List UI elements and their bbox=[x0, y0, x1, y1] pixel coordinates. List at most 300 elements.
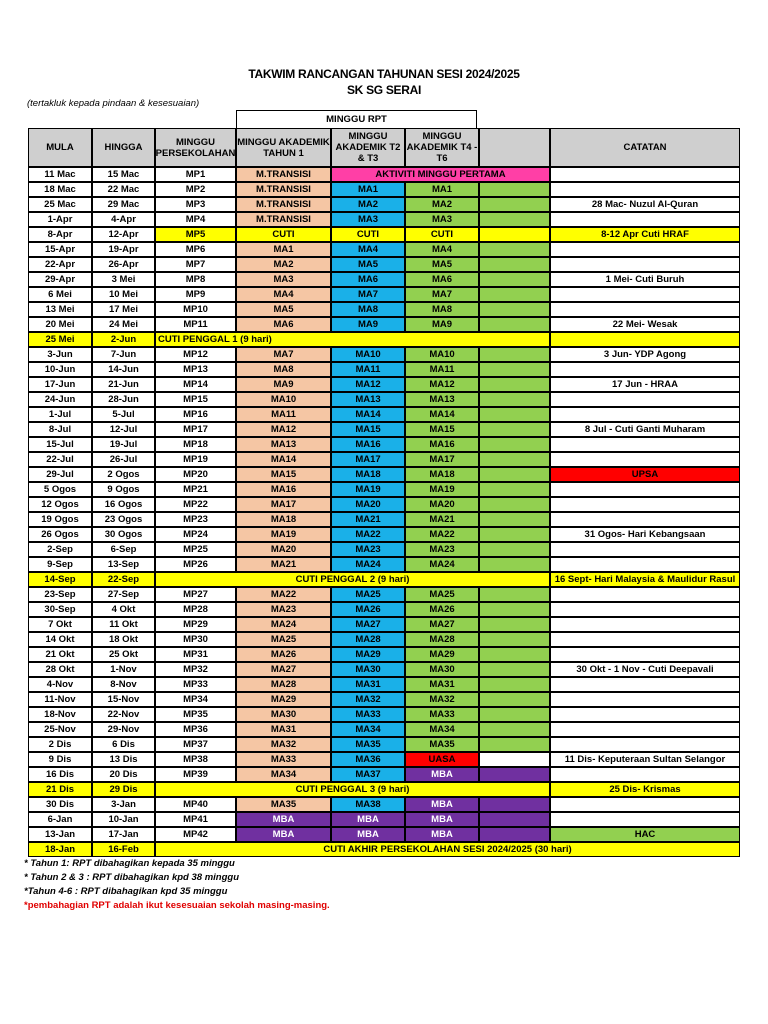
cell-hingga: 26-Jul bbox=[92, 452, 155, 467]
cell-blank bbox=[479, 302, 550, 317]
cell-hingga: 28-Jun bbox=[92, 392, 155, 407]
cell-t4-t6: MBA bbox=[405, 812, 479, 827]
cell-blank bbox=[479, 677, 550, 692]
cell-blank bbox=[479, 362, 550, 377]
cell-tahun-1: MA7 bbox=[236, 347, 331, 362]
cell-mula: 2-Sep bbox=[28, 542, 92, 557]
cell-t2-t3: MA25 bbox=[331, 587, 405, 602]
cell-catatan: 22 Mei- Wesak bbox=[550, 317, 740, 332]
cell-minggu: MP33 bbox=[155, 677, 236, 692]
cell-hingga: 25 Okt bbox=[92, 647, 155, 662]
cell-t2-t3: MA6 bbox=[331, 272, 405, 287]
cell-catatan bbox=[550, 287, 740, 302]
cell-hingga: 5-Jul bbox=[92, 407, 155, 422]
cell-t4-t6: MA20 bbox=[405, 497, 479, 512]
cell-hingga: 16-Feb bbox=[92, 842, 155, 857]
cell-mula: 18-Nov bbox=[28, 707, 92, 722]
cell-hingga: 1-Nov bbox=[92, 662, 155, 677]
cell-blank bbox=[479, 527, 550, 542]
cell-minggu: MP38 bbox=[155, 752, 236, 767]
cell-catatan bbox=[550, 512, 740, 527]
header-hingga: HINGGA bbox=[92, 128, 155, 167]
cell-t2-t3: MA30 bbox=[331, 662, 405, 677]
cell-t2-t3: MA13 bbox=[331, 392, 405, 407]
cell-catatan bbox=[550, 182, 740, 197]
cell-cuti-penggal: CUTI PENGGAL 1 (9 hari) bbox=[155, 332, 550, 347]
cell-tahun-1: MA28 bbox=[236, 677, 331, 692]
cell-mula: 10-Jun bbox=[28, 362, 92, 377]
cell-blank bbox=[479, 212, 550, 227]
cell-hingga: 19-Jul bbox=[92, 437, 155, 452]
cell-tahun-1: M.TRANSISI bbox=[236, 197, 331, 212]
cell-blank bbox=[479, 392, 550, 407]
cell-mula: 7 Okt bbox=[28, 617, 92, 632]
cell-mula: 18 Mac bbox=[28, 182, 92, 197]
cell-mula: 26 Ogos bbox=[28, 527, 92, 542]
cell-blank bbox=[479, 542, 550, 557]
cell-t2-t3: MBA bbox=[331, 812, 405, 827]
cell-mula: 17-Jun bbox=[28, 377, 92, 392]
cell-tahun-1: MA1 bbox=[236, 242, 331, 257]
cell-catatan: 8 Jul - Cuti Ganti Muharam bbox=[550, 422, 740, 437]
cell-hingga: 20 Dis bbox=[92, 767, 155, 782]
cell-t4-t6: MA6 bbox=[405, 272, 479, 287]
cell-blank bbox=[479, 827, 550, 842]
cell-blank bbox=[479, 617, 550, 632]
cell-minggu: MP37 bbox=[155, 737, 236, 752]
cell-catatan: 17 Jun - HRAA bbox=[550, 377, 740, 392]
cell-t4-t6: MA28 bbox=[405, 632, 479, 647]
subtitle: (tertakluk kepada pindaan & kesesuaian) bbox=[27, 98, 200, 109]
cell-tahun-1: MA10 bbox=[236, 392, 331, 407]
cell-tahun-1: MA34 bbox=[236, 767, 331, 782]
cell-minggu: MP2 bbox=[155, 182, 236, 197]
cell-catatan bbox=[550, 167, 740, 182]
cell-catatan bbox=[550, 482, 740, 497]
cell-catatan bbox=[550, 302, 740, 317]
cell-tahun-1: CUTI bbox=[236, 227, 331, 242]
cell-tahun-1: MA6 bbox=[236, 317, 331, 332]
cell-blank bbox=[479, 797, 550, 812]
cell-hingga: 13 Dis bbox=[92, 752, 155, 767]
cell-mula: 29-Jul bbox=[28, 467, 92, 482]
cell-tahun-1: MA30 bbox=[236, 707, 331, 722]
cell-mula: 11 Mac bbox=[28, 167, 92, 182]
cell-t4-t6: MA27 bbox=[405, 617, 479, 632]
cell-tahun-1: MA26 bbox=[236, 647, 331, 662]
cell-catatan: UPSA bbox=[550, 467, 740, 482]
cell-catatan: 8-12 Apr Cuti HRAF bbox=[550, 227, 740, 242]
cell-mula: 1-Apr bbox=[28, 212, 92, 227]
cell-hingga: 24 Mei bbox=[92, 317, 155, 332]
cell-mula: 30-Sep bbox=[28, 602, 92, 617]
cell-mula: 24-Jun bbox=[28, 392, 92, 407]
cell-tahun-1: MA3 bbox=[236, 272, 331, 287]
cell-tahun-1: MA32 bbox=[236, 737, 331, 752]
cell-minggu: MP30 bbox=[155, 632, 236, 647]
cell-hingga: 4 Okt bbox=[92, 602, 155, 617]
cell-mula: 8-Jul bbox=[28, 422, 92, 437]
cell-tahun-1: MA11 bbox=[236, 407, 331, 422]
cell-t2-t3: MA31 bbox=[331, 677, 405, 692]
cell-t2-t3: MA22 bbox=[331, 527, 405, 542]
cell-minggu: MP29 bbox=[155, 617, 236, 632]
cell-t4-t6: MA7 bbox=[405, 287, 479, 302]
cell-tahun-1: M.TRANSISI bbox=[236, 212, 331, 227]
cell-t4-t6: MBA bbox=[405, 827, 479, 842]
cell-mula: 14-Sep bbox=[28, 572, 92, 587]
cell-t4-t6: MA11 bbox=[405, 362, 479, 377]
cell-catatan: 30 Okt - 1 Nov - Cuti Deepavali bbox=[550, 662, 740, 677]
cell-mula: 21 Okt bbox=[28, 647, 92, 662]
cell-t4-t6: MA22 bbox=[405, 527, 479, 542]
cell-mula: 29-Apr bbox=[28, 272, 92, 287]
cell-catatan bbox=[550, 242, 740, 257]
cell-minggu: MP9 bbox=[155, 287, 236, 302]
cell-catatan: 3 Jun- YDP Agong bbox=[550, 347, 740, 362]
cell-t4-t6: MA32 bbox=[405, 692, 479, 707]
cell-hingga: 4-Apr bbox=[92, 212, 155, 227]
cell-minggu: MP18 bbox=[155, 437, 236, 452]
note-3: *Tahun 4-6 : RPT dibahagikan kpd 35 minggu bbox=[24, 886, 228, 897]
cell-hingga: 3-Jan bbox=[92, 797, 155, 812]
cell-catatan bbox=[550, 437, 740, 452]
cell-t2-t3: MA15 bbox=[331, 422, 405, 437]
note-2: * Tahun 2 & 3 : RPT dibahagikan kpd 38 minggu bbox=[24, 872, 240, 883]
cell-minggu: MP41 bbox=[155, 812, 236, 827]
cell-mula: 21 Dis bbox=[28, 782, 92, 797]
cell-hingga: 26-Apr bbox=[92, 257, 155, 272]
cell-hingga: 10-Jan bbox=[92, 812, 155, 827]
cell-hingga: 8-Nov bbox=[92, 677, 155, 692]
cell-hingga: 23 Ogos bbox=[92, 512, 155, 527]
cell-t4-t6: MA24 bbox=[405, 557, 479, 572]
cell-catatan: 28 Mac- Nuzul Al-Quran bbox=[550, 197, 740, 212]
cell-tahun-1: MBA bbox=[236, 812, 331, 827]
cell-tahun-1: MA31 bbox=[236, 722, 331, 737]
cell-minggu: MP6 bbox=[155, 242, 236, 257]
cell-t2-t3: MA11 bbox=[331, 362, 405, 377]
cell-hingga: 3 Mei bbox=[92, 272, 155, 287]
cell-catatan bbox=[550, 707, 740, 722]
cell-blank bbox=[479, 377, 550, 392]
cell-t2-t3: MA3 bbox=[331, 212, 405, 227]
cell-t2-t3: MA34 bbox=[331, 722, 405, 737]
cell-t4-t6: MA12 bbox=[405, 377, 479, 392]
cell-tahun-1: MA9 bbox=[236, 377, 331, 392]
cell-mula: 6 Mei bbox=[28, 287, 92, 302]
cell-t2-t3: MA9 bbox=[331, 317, 405, 332]
cell-t4-t6: UASA bbox=[405, 752, 479, 767]
cell-hingga: 10 Mei bbox=[92, 287, 155, 302]
cell-aktiviti: AKTIVITI MINGGU PERTAMA bbox=[331, 167, 550, 182]
cell-t2-t3: MA29 bbox=[331, 647, 405, 662]
cell-tahun-1: MA13 bbox=[236, 437, 331, 452]
cell-blank bbox=[479, 602, 550, 617]
cell-mula: 1-Jul bbox=[28, 407, 92, 422]
cell-hingga: 13-Sep bbox=[92, 557, 155, 572]
cell-hingga: 29-Nov bbox=[92, 722, 155, 737]
cell-t2-t3: MA26 bbox=[331, 602, 405, 617]
cell-minggu: MP42 bbox=[155, 827, 236, 842]
cell-mula: 20 Mei bbox=[28, 317, 92, 332]
cell-minggu: MP34 bbox=[155, 692, 236, 707]
cell-minggu: MP32 bbox=[155, 662, 236, 677]
cell-tahun-1: MA12 bbox=[236, 422, 331, 437]
cell-tahun-1: MA18 bbox=[236, 512, 331, 527]
cell-t2-t3: MA17 bbox=[331, 452, 405, 467]
cell-blank bbox=[479, 257, 550, 272]
cell-blank bbox=[479, 662, 550, 677]
cell-t2-t3: MA10 bbox=[331, 347, 405, 362]
header-mula: MULA bbox=[28, 128, 92, 167]
cell-mula: 23-Sep bbox=[28, 587, 92, 602]
cell-minggu: MP3 bbox=[155, 197, 236, 212]
cell-catatan bbox=[550, 257, 740, 272]
cell-tahun-1: MA23 bbox=[236, 602, 331, 617]
cell-blank bbox=[479, 737, 550, 752]
cell-blank bbox=[479, 767, 550, 782]
cell-t2-t3: MA2 bbox=[331, 197, 405, 212]
cell-t2-t3: MA12 bbox=[331, 377, 405, 392]
cell-catatan bbox=[550, 797, 740, 812]
cell-catatan: 31 Ogos- Hari Kebangsaan bbox=[550, 527, 740, 542]
cell-minggu: MP23 bbox=[155, 512, 236, 527]
cell-blank bbox=[479, 482, 550, 497]
cell-t4-t6: MBA bbox=[405, 767, 479, 782]
cell-catatan bbox=[550, 542, 740, 557]
cell-tahun-1: MA2 bbox=[236, 257, 331, 272]
cell-hingga: 7-Jun bbox=[92, 347, 155, 362]
rpt-group-header: MINGGU RPT bbox=[236, 110, 477, 128]
note-red: *pembahagian RPT adalah ikut kesesuaian sekolah masing-masing. bbox=[24, 900, 330, 911]
cell-blank bbox=[479, 512, 550, 527]
cell-mula: 8-Apr bbox=[28, 227, 92, 242]
cell-tahun-1: MA22 bbox=[236, 587, 331, 602]
cell-mula: 25 Mac bbox=[28, 197, 92, 212]
cell-blank bbox=[479, 467, 550, 482]
cell-tahun-1: MA19 bbox=[236, 527, 331, 542]
header-t2-t3: MINGGU AKADEMIK T2 & T3 bbox=[331, 128, 405, 167]
cell-blank bbox=[479, 272, 550, 287]
cell-t2-t3: CUTI bbox=[331, 227, 405, 242]
cell-hingga: 15-Nov bbox=[92, 692, 155, 707]
cell-minggu: MP7 bbox=[155, 257, 236, 272]
cell-t4-t6: MBA bbox=[405, 797, 479, 812]
cell-catatan bbox=[550, 332, 740, 347]
header-blank bbox=[479, 128, 550, 167]
header-t4-t6: MINGGU AKADEMIK T4 - T6 bbox=[405, 128, 479, 167]
cell-t4-t6: MA17 bbox=[405, 452, 479, 467]
cell-catatan bbox=[550, 497, 740, 512]
cell-t4-t6: MA16 bbox=[405, 437, 479, 452]
cell-hingga: 15 Mac bbox=[92, 167, 155, 182]
cell-catatan bbox=[550, 602, 740, 617]
cell-blank bbox=[479, 197, 550, 212]
cell-minggu: MP31 bbox=[155, 647, 236, 662]
cell-t2-t3: MA16 bbox=[331, 437, 405, 452]
cell-hingga: 9 Ogos bbox=[92, 482, 155, 497]
cell-minggu: MP8 bbox=[155, 272, 236, 287]
cell-t2-t3: MA33 bbox=[331, 707, 405, 722]
cell-mula: 30 Dis bbox=[28, 797, 92, 812]
cell-mula: 14 Okt bbox=[28, 632, 92, 647]
cell-mula: 15-Jul bbox=[28, 437, 92, 452]
cell-minggu: MP26 bbox=[155, 557, 236, 572]
header-tahun-1: MINGGU AKADEMIK TAHUN 1 bbox=[236, 128, 331, 167]
cell-catatan bbox=[550, 557, 740, 572]
cell-minggu: MP25 bbox=[155, 542, 236, 557]
cell-mula: 9 Dis bbox=[28, 752, 92, 767]
cell-mula: 6-Jan bbox=[28, 812, 92, 827]
cell-t2-t3: MA21 bbox=[331, 512, 405, 527]
cell-tahun-1: MA20 bbox=[236, 542, 331, 557]
cell-minggu: MP16 bbox=[155, 407, 236, 422]
cell-catatan bbox=[550, 812, 740, 827]
cell-hingga: 22-Sep bbox=[92, 572, 155, 587]
cell-minggu: MP36 bbox=[155, 722, 236, 737]
cell-t2-t3: MA28 bbox=[331, 632, 405, 647]
cell-mula: 3-Jun bbox=[28, 347, 92, 362]
cell-t4-t6: MA18 bbox=[405, 467, 479, 482]
cell-catatan bbox=[550, 737, 740, 752]
cell-cuti-penggal: CUTI PENGGAL 3 (9 hari) bbox=[155, 782, 550, 797]
cell-hingga: 30 Ogos bbox=[92, 527, 155, 542]
cell-catatan bbox=[550, 452, 740, 467]
cell-tahun-1: MA15 bbox=[236, 467, 331, 482]
cell-minggu: MP13 bbox=[155, 362, 236, 377]
cell-mula: 22-Apr bbox=[28, 257, 92, 272]
cell-catatan bbox=[550, 407, 740, 422]
cell-tahun-1: M.TRANSISI bbox=[236, 182, 331, 197]
cell-hingga: 6 Dis bbox=[92, 737, 155, 752]
cell-minggu: MP17 bbox=[155, 422, 236, 437]
cell-hingga: 12-Apr bbox=[92, 227, 155, 242]
cell-blank bbox=[479, 587, 550, 602]
cell-t4-t6: MA26 bbox=[405, 602, 479, 617]
cell-hingga: 22 Mac bbox=[92, 182, 155, 197]
cell-tahun-1: MA8 bbox=[236, 362, 331, 377]
cell-mula: 2 Dis bbox=[28, 737, 92, 752]
cell-cuti-penggal: CUTI PENGGAL 2 (9 hari) bbox=[155, 572, 550, 587]
cell-minggu: MP28 bbox=[155, 602, 236, 617]
cell-tahun-1: MA14 bbox=[236, 452, 331, 467]
cell-catatan bbox=[550, 722, 740, 737]
cell-hingga: 12-Jul bbox=[92, 422, 155, 437]
cell-tahun-1: MA17 bbox=[236, 497, 331, 512]
cell-catatan bbox=[550, 212, 740, 227]
cell-tahun-1: MA16 bbox=[236, 482, 331, 497]
cell-t2-t3: MA14 bbox=[331, 407, 405, 422]
cell-tahun-1: MA4 bbox=[236, 287, 331, 302]
cell-hingga: 16 Ogos bbox=[92, 497, 155, 512]
cell-minggu: MP19 bbox=[155, 452, 236, 467]
cell-hingga: 2 Ogos bbox=[92, 467, 155, 482]
cell-cuti-akhir: CUTI AKHIR PERSEKOLAHAN SESI 2024/2025 (30 hari) bbox=[155, 842, 740, 857]
cell-minggu: MP40 bbox=[155, 797, 236, 812]
cell-t2-t3: MBA bbox=[331, 827, 405, 842]
cell-hingga: 19-Apr bbox=[92, 242, 155, 257]
cell-tahun-1: MA25 bbox=[236, 632, 331, 647]
cell-minggu: MP27 bbox=[155, 587, 236, 602]
cell-hingga: 18 Okt bbox=[92, 632, 155, 647]
cell-mula: 19 Ogos bbox=[28, 512, 92, 527]
cell-blank bbox=[479, 347, 550, 362]
cell-t2-t3: MA19 bbox=[331, 482, 405, 497]
cell-t2-t3: MA36 bbox=[331, 752, 405, 767]
cell-blank bbox=[479, 722, 550, 737]
cell-mula: 4-Nov bbox=[28, 677, 92, 692]
cell-t2-t3: MA27 bbox=[331, 617, 405, 632]
cell-mula: 22-Jul bbox=[28, 452, 92, 467]
cell-catatan: 16 Sept- Hari Malaysia & Maulidur Rasul bbox=[550, 572, 740, 587]
cell-t2-t3: MA38 bbox=[331, 797, 405, 812]
cell-catatan bbox=[550, 617, 740, 632]
cell-t2-t3: MA37 bbox=[331, 767, 405, 782]
cell-blank bbox=[479, 812, 550, 827]
cell-catatan: HAC bbox=[550, 827, 740, 842]
cell-t4-t6: MA35 bbox=[405, 737, 479, 752]
cell-tahun-1: MBA bbox=[236, 827, 331, 842]
cell-minggu: MP21 bbox=[155, 482, 236, 497]
cell-blank bbox=[479, 317, 550, 332]
cell-t4-t6: MA4 bbox=[405, 242, 479, 257]
cell-minggu: MP39 bbox=[155, 767, 236, 782]
cell-hingga: 29 Dis bbox=[92, 782, 155, 797]
cell-catatan: 1 Mei- Cuti Buruh bbox=[550, 272, 740, 287]
cell-t2-t3: MA35 bbox=[331, 737, 405, 752]
cell-t4-t6: MA14 bbox=[405, 407, 479, 422]
cell-hingga: 29 Mac bbox=[92, 197, 155, 212]
cell-t4-t6: MA15 bbox=[405, 422, 479, 437]
cell-blank bbox=[479, 287, 550, 302]
cell-t4-t6: MA33 bbox=[405, 707, 479, 722]
cell-tahun-1: MA33 bbox=[236, 752, 331, 767]
cell-catatan bbox=[550, 632, 740, 647]
school-name: SK SG SERAI bbox=[346, 83, 422, 97]
cell-blank bbox=[479, 242, 550, 257]
cell-catatan bbox=[550, 392, 740, 407]
cell-t4-t6: MA23 bbox=[405, 542, 479, 557]
cell-mula: 16 Dis bbox=[28, 767, 92, 782]
cell-hingga: 11 Okt bbox=[92, 617, 155, 632]
cell-minggu: MP24 bbox=[155, 527, 236, 542]
cell-minggu: MP12 bbox=[155, 347, 236, 362]
cell-t4-t6: MA8 bbox=[405, 302, 479, 317]
cell-mula: 25-Nov bbox=[28, 722, 92, 737]
cell-t2-t3: MA8 bbox=[331, 302, 405, 317]
cell-tahun-1: MA21 bbox=[236, 557, 331, 572]
cell-catatan bbox=[550, 647, 740, 662]
cell-t4-t6: MA9 bbox=[405, 317, 479, 332]
cell-t2-t3: MA1 bbox=[331, 182, 405, 197]
header-catatan: CATATAN bbox=[550, 128, 740, 167]
cell-blank bbox=[479, 227, 550, 242]
cell-t4-t6: CUTI bbox=[405, 227, 479, 242]
cell-t2-t3: MA23 bbox=[331, 542, 405, 557]
cell-t4-t6: MA10 bbox=[405, 347, 479, 362]
cell-t4-t6: MA13 bbox=[405, 392, 479, 407]
cell-t2-t3: MA24 bbox=[331, 557, 405, 572]
cell-blank bbox=[479, 647, 550, 662]
cell-blank bbox=[479, 632, 550, 647]
cell-t2-t3: MA7 bbox=[331, 287, 405, 302]
cell-blank bbox=[479, 182, 550, 197]
cell-t4-t6: MA25 bbox=[405, 587, 479, 602]
cell-blank bbox=[479, 497, 550, 512]
header-minggu-persekolahan: MINGGU PERSEKOLAHAN bbox=[155, 128, 236, 167]
cell-t2-t3: MA4 bbox=[331, 242, 405, 257]
